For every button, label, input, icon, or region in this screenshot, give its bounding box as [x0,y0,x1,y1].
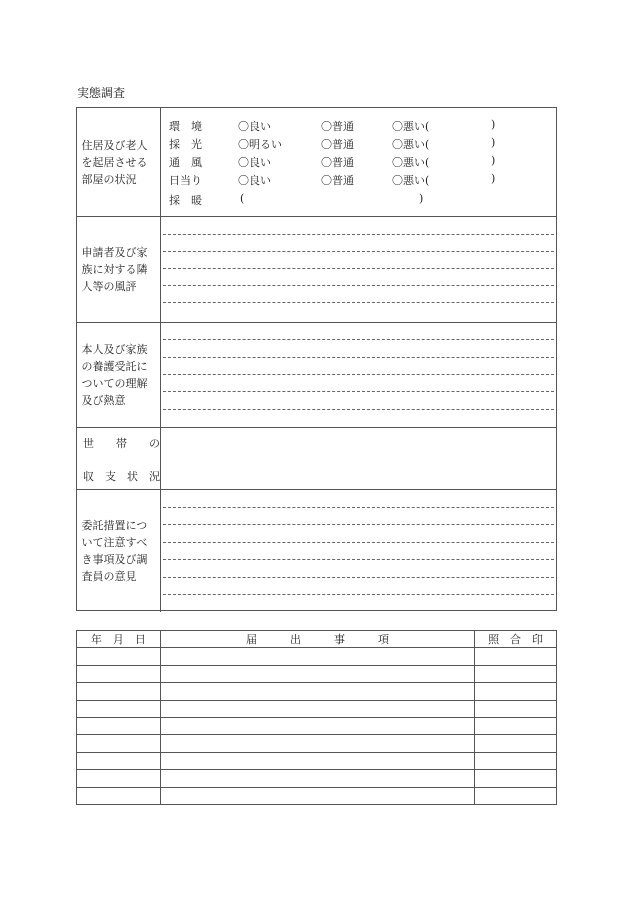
date-cell[interactable] [77,770,161,787]
ventilation-label: 通 風 [169,156,202,169]
seal-cell[interactable] [475,683,557,700]
notes-writing-line [163,524,554,525]
seal-cell[interactable] [475,665,557,682]
ventilation-bad-option[interactable]: 〇悪い( [392,156,430,169]
ventilation-row [161,154,556,172]
log-row [77,770,557,787]
seal-cell[interactable] [475,648,557,665]
report-item-cell[interactable] [160,717,474,734]
ventilation-bad-close: ) [491,154,496,167]
understanding-writing-line [163,339,554,340]
seal-cell[interactable] [475,735,557,752]
notes-writing-line [163,577,554,578]
room-condition-label-text: 住居及び老人 を起居させる 部屋の状況 [81,138,148,186]
date-cell[interactable] [77,700,161,717]
understanding-section [77,323,556,428]
report-item-cell[interactable] [160,752,474,769]
understanding-label [77,323,161,427]
reputation-writing-line [163,285,554,286]
environment-label: 環 境 [169,120,202,133]
lighting-bad-close: ) [491,136,496,149]
date-cell[interactable] [77,735,161,752]
log-row [77,735,557,752]
notes-label-text: 委託措置につ いて注意すべ き事項及び調 査員の意見 [81,519,148,583]
date-cell[interactable] [77,665,161,682]
seal-cell[interactable] [475,700,557,717]
date-cell[interactable] [77,752,161,769]
sunlight-label: 日当り [169,174,202,187]
report-items-column-header: 届 出 事 項 [160,631,474,648]
date-cell[interactable] [77,683,161,700]
reputation-writing-line [163,251,554,252]
seal-cell[interactable] [475,787,557,804]
sunlight-row [161,172,556,190]
notes-writing-line [163,559,554,560]
understanding-writing-line [163,409,554,410]
lighting-label: 採 光 [169,138,202,151]
lighting-bad-option[interactable]: 〇悪い( [392,138,430,151]
log-row [77,700,557,717]
log-row [77,717,557,734]
report-item-cell[interactable] [160,735,474,752]
report-item-cell[interactable] [160,683,474,700]
date-cell[interactable] [77,717,161,734]
household-income-body[interactable] [161,428,556,489]
environment-row [161,118,556,136]
sunlight-good-option[interactable]: 〇良い [238,174,271,187]
heating-close-paren: ) [419,192,424,205]
reputation-label-text: 申請者及び家 族に対する隣 人等の風評 [81,246,148,293]
log-row [77,752,557,769]
notes-section [77,490,556,612]
room-condition-label [77,108,161,216]
notes-writing-line [163,542,554,543]
room-condition-body [161,108,556,216]
report-log-table [76,630,557,805]
verification-seal-column-header: 照 合 印 [475,631,557,648]
reputation-label [77,217,161,322]
log-row [77,787,557,804]
environment-bad-close: ) [491,118,496,131]
notes-body[interactable] [161,490,556,612]
log-row [77,665,557,682]
date-column-header: 年 月 日 [77,631,161,648]
environment-bad-option[interactable]: 〇悪い( [392,120,430,133]
household-income-section [77,428,556,490]
survey-form [76,107,557,611]
understanding-writing-line [163,357,554,358]
seal-cell[interactable] [475,717,557,734]
sunlight-normal-option[interactable]: 〇普通 [321,174,354,187]
report-item-cell[interactable] [160,770,474,787]
environment-normal-option[interactable]: 〇普通 [321,120,354,133]
log-row [77,648,557,665]
household-income-label [77,428,161,489]
notes-writing-line [163,594,554,595]
household-label-line2: 収 支 状 況 [83,470,160,483]
report-item-cell[interactable] [160,787,474,804]
notes-label [77,490,161,612]
ventilation-good-option[interactable]: 〇良い [238,156,271,169]
heating-label: 採 暖 [169,194,202,207]
reputation-writing-line [163,234,554,235]
reputation-section [77,217,556,323]
understanding-writing-line [163,391,554,392]
report-item-cell[interactable] [160,700,474,717]
understanding-label-text: 本人及び家族 の養護受託に ついての理解 及び熱意 [81,343,148,407]
sunlight-bad-close: ) [491,172,496,185]
date-cell[interactable] [77,787,161,804]
reputation-body[interactable] [161,217,556,322]
heating-row [161,192,556,210]
lighting-normal-option[interactable]: 〇普通 [321,138,354,151]
household-label-line1: 世 帯 の [83,437,160,450]
reputation-writing-line [163,268,554,269]
lighting-bright-option[interactable]: 〇明るい [238,138,282,151]
page-title: 実態調査 [77,86,126,100]
room-condition-section [77,108,556,217]
seal-cell[interactable] [475,770,557,787]
log-row [77,683,557,700]
understanding-body[interactable] [161,323,556,427]
lighting-row [161,136,556,154]
notes-writing-line [163,507,554,508]
reputation-writing-line [163,302,554,303]
report-item-cell[interactable] [160,648,474,665]
sunlight-bad-option[interactable]: 〇悪い( [392,174,430,187]
log-header-row [77,631,557,648]
environment-good-option[interactable]: 〇良い [238,120,271,133]
report-item-cell[interactable] [160,665,474,682]
understanding-writing-line [163,374,554,375]
heating-open-paren: ( [240,192,245,205]
seal-cell[interactable] [475,752,557,769]
ventilation-normal-option[interactable]: 〇普通 [321,156,354,169]
date-cell[interactable] [77,648,161,665]
